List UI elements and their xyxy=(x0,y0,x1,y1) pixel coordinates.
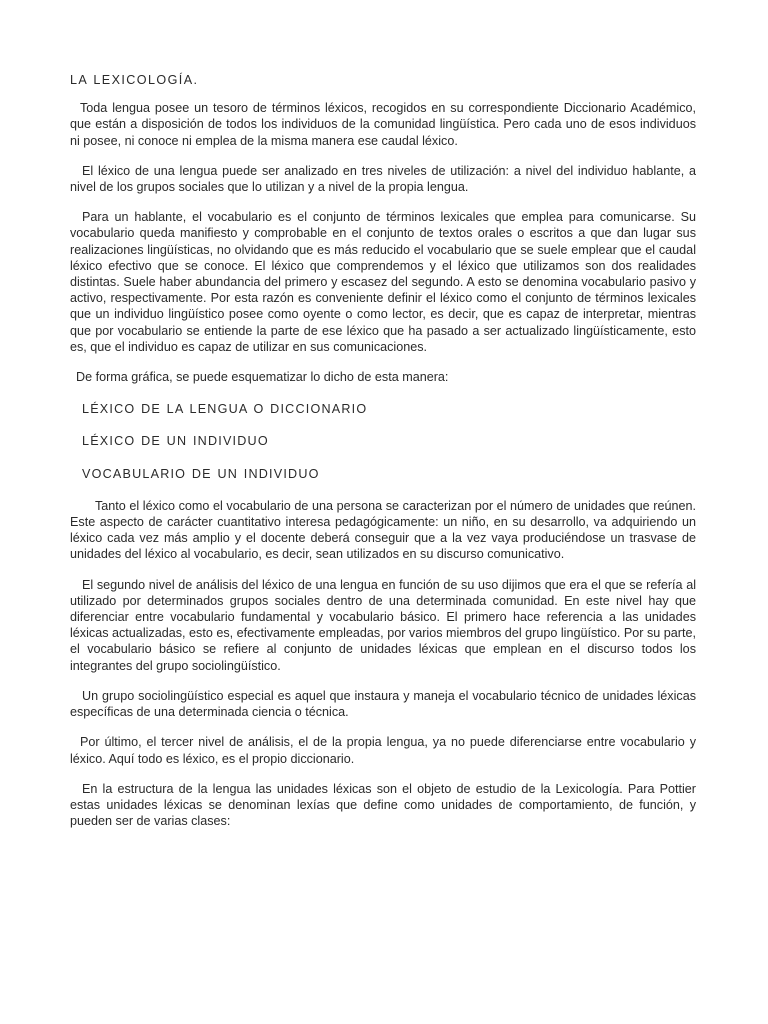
paragraph-grupo-sociolinguistico: Un grupo sociolingüístico especial es aquel que instaura y maneja el vocabulario técnico de unidades léxicas específicas de una determinada ciencia o técnica. xyxy=(70,688,696,720)
paragraph-tesoro-lexico: Toda lengua posee un tesoro de términos léxicos, recogidos en su correspondiente Diccionario Académico, que están a disposición de todos los individuos de la comunidad lingüística. Pero cada uno de esos individuos ni posee, ni conoce ni emplea de la misma manera ese caudal léxico. xyxy=(70,101,696,148)
paragraph-vocabulario-hablante: Para un hablante, el vocabulario es el conjunto de términos lexicales que emplea para comunicarse. Su vocabulario queda manifiesto y comprobable en el conjunto de textos orales o escritos a que dan lugar sus realizaciones lingüísticas, no olvidando que es más reducido el vocabulario que se suele emplear que el caudal léxico efectivo que se conoce. El léxico que comprendemos y el léxico que utilizamos son dos realidades distintas. Suele haber abundancia del primero y escasez del segundo. A esto se denomina vocabulario pasivo y activo, respectivamente. Por esta razón es conveniente definir el léxico como el conjunto de términos lexicales que un individuo lingüístico posee como oyente o como lector, es decir, que es capaz de interpretar, mientras que por vocabulario se entiende la parte de ese léxico que ha pasado a ser actualizado lingüísticamente, esto es, que el individuo es capaz de utilizar en sus comunicaciones. xyxy=(70,210,696,354)
paragraph-estructura-lengua: En la estructura de la lengua las unidades léxicas son el objeto de estudio de la Lexicología. Para Pottier estas unidades léxicas se denominan lexías que define como unidades de comportamiento, de función, y pueden ser de varias clases: xyxy=(70,781,696,829)
scheme-item-vocabulario: VOCABULARIO DE UN INDIVIDUO xyxy=(82,466,320,481)
document-page xyxy=(70,72,696,843)
paragraph-tercer-nivel: Por último, el tercer nivel de análisis, el de la propia lengua, ya no puede diferenciarse entre vocabulario y léxico. Aquí todo es léxico, es el propio diccionario. xyxy=(70,735,696,766)
paragraph-niveles-utilizacion: El léxico de una lengua puede ser analizado en tres niveles de utilización: a nivel del individuo hablante, a nivel de los grupos sociales que lo utilizan y a nivel de la propia lengua. xyxy=(70,163,696,195)
paragraph-segundo-nivel: El segundo nivel de análisis del léxico de una lengua en función de su uso dijimos que era el que se refería al utilizado por determinados grupos sociales dentro de una determinada comunidad. En este nivel hay que diferenciar entre vocabulario fundamental y vocabulario básico. El primero hace referencia a las unidades léxicas actualizadas, esto es, efectivamente empleadas, por varios miembros del grupo lingüístico. Por su parte, el vocabulario básico se refiere al conjunto de unidades léxicas que emplean en el discurso todos los integrantes del grupo sociolingüístico. xyxy=(70,577,696,673)
scheme-item-individuo: LÉXICO DE UN INDIVIDUO xyxy=(82,434,269,449)
scheme-item-lengua: LÉXICO DE LA LENGUA O DICCIONARIO xyxy=(82,402,368,417)
paragraph-lexico-vocabulario: Tanto el léxico como el vocabulario de una persona se caracterizan por el número de unidades que reúnen. Este aspecto de carácter cuantitativo interesa pedagógicamente: un niño, en su desarrollo, va adquiriendo un léxico cada vez más amplio y el docente deberá conseguir que a la vez vaya produciéndose un trasvase de unidades del léxico al vocabulario, es decir, sean utilizados en su discurso comunicativo. xyxy=(70,498,696,562)
scheme-intro: De forma gráfica, se puede esquematizar lo dicho de esta manera: xyxy=(76,370,449,385)
document-title: LA LEXICOLOGÍA. xyxy=(70,73,199,87)
